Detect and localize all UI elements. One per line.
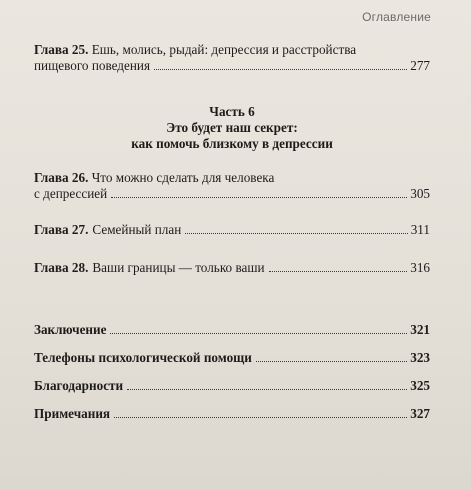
toc-entry-line — [34, 322, 430, 338]
dot-leader — [111, 196, 407, 198]
part-title-line-2: как помочь близкому в депрессии — [131, 136, 333, 151]
toc-entry-helplines[interactable] — [34, 350, 430, 366]
chapter-title: Ваши границы — только ваши — [92, 260, 265, 275]
dot-leader — [256, 360, 407, 362]
part-heading — [34, 104, 430, 152]
page-number: 277 — [410, 58, 430, 73]
toc-entry-conclusion[interactable] — [34, 322, 430, 338]
toc-entry-line — [34, 222, 430, 238]
dot-leader — [127, 388, 407, 390]
dot-leader — [185, 232, 407, 234]
toc-entry-notes[interactable] — [34, 406, 430, 422]
part-title-line-1: Это будет наш секрет: — [166, 120, 298, 135]
page-number: 325 — [410, 378, 430, 393]
dot-leader — [114, 416, 407, 418]
toc-entry-line — [34, 378, 430, 394]
page-number: 323 — [410, 350, 430, 365]
toc-entry-line — [34, 260, 430, 276]
section-title: Примечания — [34, 406, 111, 421]
toc-entry-line — [34, 350, 430, 366]
page-number: 321 — [410, 322, 430, 337]
toc-entry-chapter-28[interactable] — [34, 260, 430, 276]
chapter-label: Глава 25. — [34, 42, 89, 57]
chapter-title: Ешь, молись, рыдай: депрессия и расстройства — [91, 42, 357, 57]
dot-leader — [154, 68, 407, 70]
section-title: Телефоны психологической помощи — [34, 350, 252, 365]
chapter-label: Глава 26. — [34, 170, 89, 185]
page-number: 311 — [410, 222, 430, 237]
toc-entry-last-line — [34, 58, 430, 74]
part-number: Часть 6 — [209, 104, 255, 119]
chapter-label: Глава 27. — [34, 222, 89, 237]
page-number: 327 — [410, 406, 430, 421]
chapter-title: Семейный план — [92, 222, 182, 237]
chapter-title-continued: пищевого поведения — [34, 58, 151, 73]
chapter-label: Глава 28. — [34, 260, 89, 275]
toc-entry-chapter-27[interactable] — [34, 222, 430, 238]
section-title: Заключение — [34, 322, 107, 337]
page-number: 305 — [410, 186, 430, 201]
chapter-title-continued: с депрессией — [34, 186, 108, 201]
toc-entry-last-line — [34, 186, 430, 202]
chapter-title: Что можно сделать для человека — [91, 170, 275, 185]
toc-entry-acknowledgements[interactable] — [34, 378, 430, 394]
toc-entry-first-line — [34, 42, 430, 58]
dot-leader — [110, 332, 407, 334]
table-of-contents — [34, 42, 430, 422]
toc-entry-chapter-25[interactable] — [34, 42, 430, 74]
toc-entry-chapter-26[interactable] — [34, 170, 430, 202]
toc-entry-first-line — [34, 170, 430, 186]
page-number: 316 — [410, 260, 430, 275]
section-title: Благодарности — [34, 378, 124, 393]
dot-leader — [269, 270, 408, 272]
toc-entry-line — [34, 406, 430, 422]
running-head: Оглавление — [362, 10, 431, 24]
